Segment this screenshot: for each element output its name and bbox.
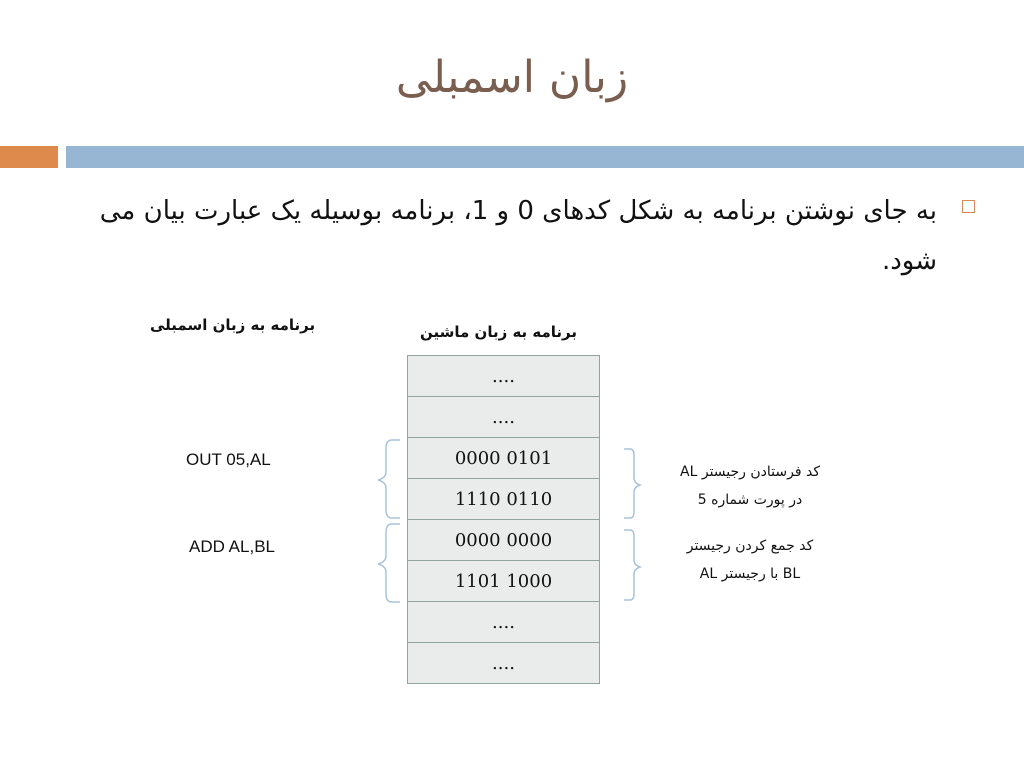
machine-code-cell: .... [408,397,600,438]
assembly-instruction-out: OUT 05,AL [186,450,271,469]
machine-code-cell: 0000 0000 [408,520,600,561]
machine-code-cell: .... [408,356,600,397]
machine-code-cell: 1101 1000 [408,561,600,602]
description-out-line1: کد فرستادن رجیستر AL [680,464,820,480]
label-assembly-program: برنامه به زبان اسمبلی [150,316,316,334]
machine-code-cell: 1110 0110 [408,479,600,520]
label-machine-program: برنامه به زبان ماشین [420,323,578,341]
left-brace-add [378,524,400,602]
assembly-instruction-add: ADD AL,BL [189,537,275,556]
description-add-line2: BL با رجیستر AL [699,566,801,582]
machine-code-cell: 0000 0101 [408,438,600,479]
slide-title: زبان اسمبلی [395,52,629,103]
description-out-line2: در پورت شماره 5 [697,492,803,508]
left-brace-out [378,440,400,518]
right-brace-out [624,449,640,518]
bullet-text: به جای نوشتن برنامه به شکل کدهای 0 و 1، برنامه بوسیله یک عبارت بیان می شود. [99,196,937,276]
machine-code-cell: .... [408,643,600,684]
machine-code-cell: .... [408,602,600,643]
right-brace-add [624,530,640,600]
description-add-line1: کد جمع کردن رجیستر [686,538,814,554]
